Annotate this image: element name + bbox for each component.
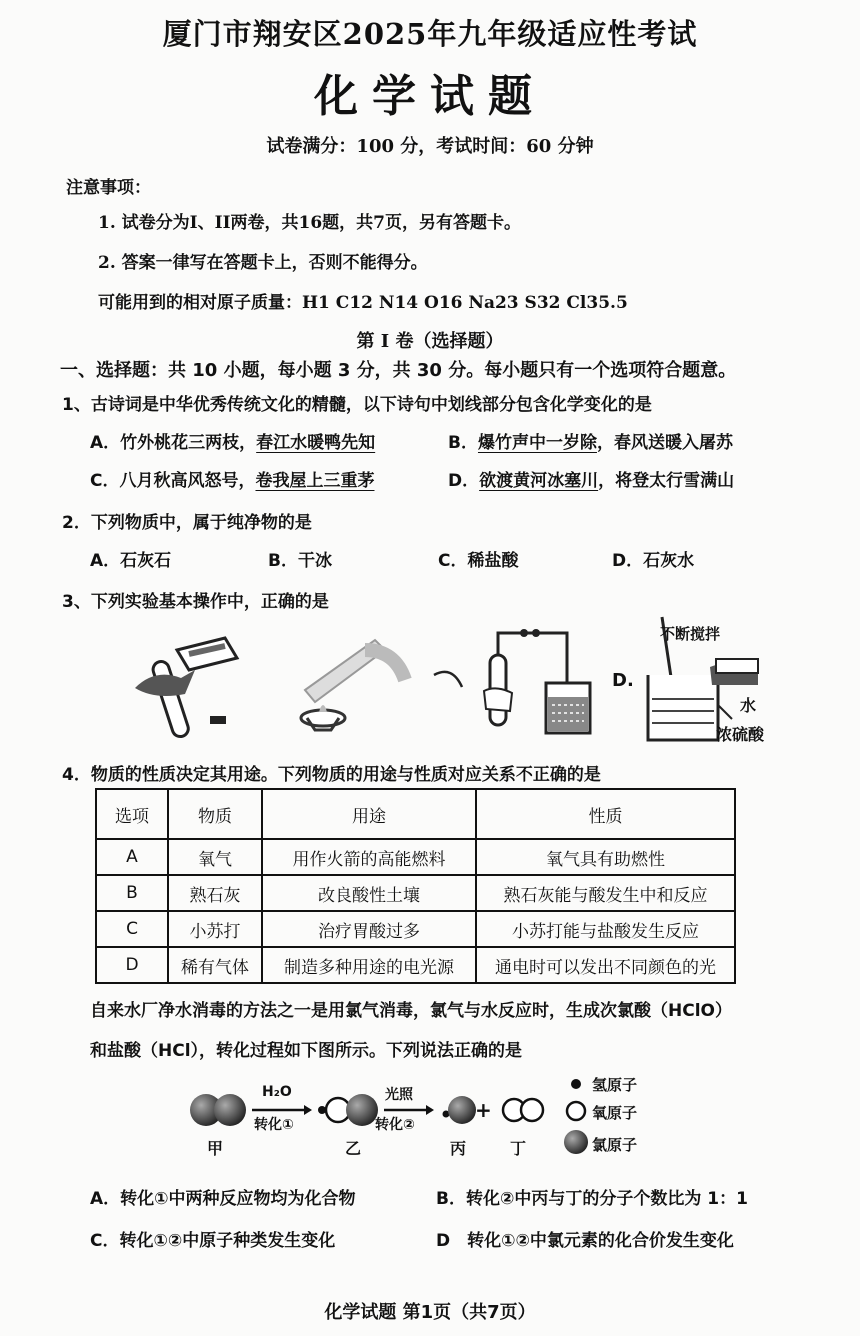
table-cell: D	[96, 947, 168, 983]
q5-option-b: B．转化②中丙与丁的分子个数比为 1：1	[436, 1189, 748, 1209]
table-row	[96, 911, 735, 947]
option-text: ，春风送暖入屠苏	[596, 433, 733, 453]
label-acid: 浓硫酸	[716, 725, 765, 744]
q1-option-c	[90, 466, 374, 491]
atom-legend-icons	[562, 1074, 592, 1158]
label-stir: 不断搅拌	[660, 625, 721, 643]
page-footer: 化学试题 第1页（共7页）	[324, 1302, 536, 1323]
atomic-masses: 可能用到的相对原子质量：H1 C12 N14 O16 Na23 S32 Cl35.5	[98, 293, 628, 313]
table-cell: 小苏打	[168, 911, 262, 947]
q2-stem: 2．下列物质中，属于纯净物的是	[62, 513, 312, 533]
q2-option-a: A．石灰石	[90, 551, 172, 571]
option-text: ，将登太行雪满山	[598, 471, 735, 491]
subject-title: 化学试题	[314, 71, 546, 122]
table-cell: 改良酸性土壤	[262, 875, 476, 911]
table-cell: 熟石灰能与酸发生中和反应	[476, 875, 735, 911]
q5-stem-line2: 和盐酸（HCl），转化过程如下图所示。下列说法正确的是	[90, 1041, 523, 1061]
label-water: 水	[740, 696, 757, 715]
q2-option-d: D．石灰水	[612, 551, 695, 571]
arrow1-label: 转化①	[254, 1117, 294, 1133]
section-instructions: 一、选择题：共 10 小题，每小题 3 分，共 30 分。每小题只有一个选项符合题意。	[60, 360, 737, 381]
q2-option-b: B．干冰	[268, 551, 332, 571]
table-header-row	[96, 789, 735, 839]
label-jia: 甲	[207, 1139, 224, 1158]
table-cell: 小苏打能与盐酸发生反应	[476, 911, 735, 947]
q3-stem: 3、下列实验基本操作中，正确的是	[62, 592, 329, 612]
q1-option-b	[448, 428, 733, 453]
option-text: B．	[448, 433, 478, 453]
label-bing: 丙	[450, 1139, 467, 1158]
underlined-text: 爆竹声中一岁除	[477, 433, 597, 453]
option-text: C．八月秋高风怒号，	[90, 471, 256, 491]
arrow2-condition: 光照	[385, 1087, 413, 1103]
label-yi: 乙	[345, 1139, 362, 1158]
q4-stem: 4．物质的性质决定其用途。下列物质的用途与性质对应关系不正确的是	[62, 765, 601, 785]
q1-option-a	[90, 428, 375, 453]
option-text: A．竹外桃花三两枝，	[90, 433, 257, 453]
legend-hydrogen: 氢原子	[592, 1076, 638, 1094]
q5-option-d: D 转化①②中氯元素的化合价发生变化	[436, 1231, 734, 1251]
table-row	[96, 947, 735, 983]
table-header: 性质	[476, 789, 735, 839]
exam-title: 厦门市翔安区2025年九年级适应性考试	[162, 17, 698, 51]
table-cell: 治疗胃酸过多	[262, 911, 476, 947]
diagram-c-airtight-check	[432, 625, 602, 740]
exam-info: 试卷满分：100 分，考试时间：60 分钟	[266, 136, 594, 157]
note-item: 1. 试卷分为I、II两卷，共16题，共7页，另有答题卡。	[98, 213, 522, 233]
table-cell: A	[96, 839, 168, 875]
underlined-text: 欲渡黄河冰塞川	[479, 471, 599, 491]
legend-oxygen: 氧原子	[592, 1104, 638, 1122]
underlined-text: 卷我屋上三重茅	[255, 471, 375, 491]
q5-stem-line1: 自来水厂净水消毒的方法之一是用氯气消毒，氯气与水反应时，生成次氯酸（HClO）	[90, 1001, 732, 1021]
oxygen-atom-icon	[567, 1102, 585, 1120]
table-cell: B	[96, 875, 168, 911]
hydrogen-atom-icon	[571, 1079, 581, 1089]
underlined-text: 春江水暖鸭先知	[256, 433, 376, 453]
q2-option-c: C．稀盐酸	[438, 551, 519, 571]
chlorine-atom-icon	[564, 1130, 588, 1154]
property-table	[95, 788, 736, 984]
q3-option-d-letter: D.	[612, 670, 634, 691]
table-header: 用途	[262, 789, 476, 839]
part-heading: 第 I 卷（选择题）	[356, 331, 504, 352]
q5-option-a: A．转化①中两种反应物均为化合物	[90, 1189, 356, 1209]
notes-heading: 注意事项：	[66, 178, 151, 198]
table-header: 物质	[168, 789, 262, 839]
plus-sign: +	[475, 1098, 492, 1122]
table-cell: 制造多种用途的电光源	[262, 947, 476, 983]
table-cell: 通电时可以发出不同颜色的光	[476, 947, 735, 983]
table-cell: C	[96, 911, 168, 947]
arrow2-label: 转化②	[375, 1117, 415, 1133]
table-header: 选项	[96, 789, 168, 839]
table-cell: 用作火箭的高能燃料	[262, 839, 476, 875]
table-row	[96, 839, 735, 875]
q1-stem: 1、古诗词是中华优秀传统文化的精髓，以下诗句中划线部分包含化学变化的是	[62, 395, 652, 415]
table-cell: 稀有气体	[168, 947, 262, 983]
table-cell: 氧气具有助燃性	[476, 839, 735, 875]
q1-option-d	[448, 466, 734, 491]
label-ding: 丁	[510, 1139, 527, 1158]
table-row	[96, 875, 735, 911]
option-text: D．	[448, 471, 480, 491]
diagram-b-heating-tube	[285, 620, 415, 740]
q5-option-c: C．转化①②中原子种类发生变化	[90, 1231, 336, 1251]
diagram-a-pouring-solid	[125, 620, 265, 740]
legend-chlorine: 氯原子	[592, 1136, 638, 1154]
note-item: 2. 答案一律写在答题卡上，否则不能得分。	[98, 253, 428, 273]
table-cell: 熟石灰	[168, 875, 262, 911]
arrow1-condition: H₂O	[262, 1084, 292, 1100]
table-cell: 氧气	[168, 839, 262, 875]
